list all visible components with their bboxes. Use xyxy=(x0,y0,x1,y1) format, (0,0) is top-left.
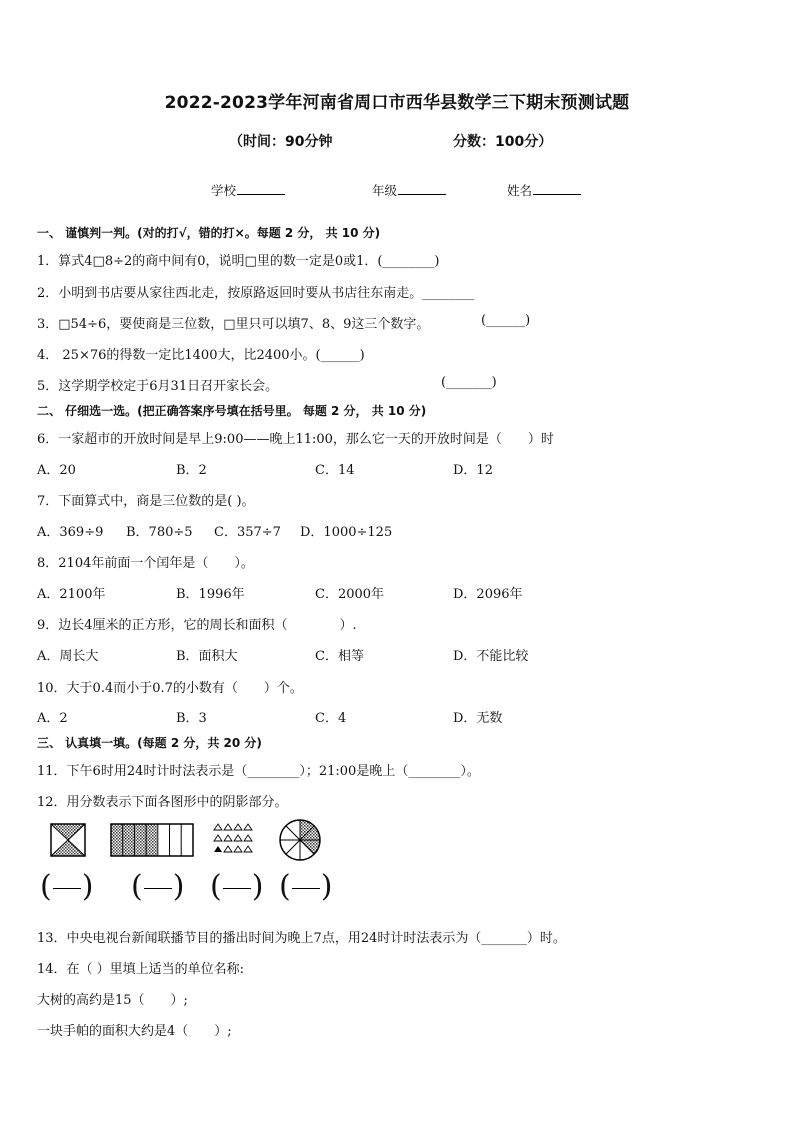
q8-option-a[interactable]: A．2100年 xyxy=(37,587,106,602)
grade-field xyxy=(372,181,446,199)
grade-label: 年级 xyxy=(372,183,398,198)
school-blank[interactable] xyxy=(237,182,285,195)
q9-option-c[interactable]: C．相等 xyxy=(315,649,364,664)
question-6: 6．一家超市的开放时间是早上9:00——晚上11:00，那么它一天的开放时间是（ ）时 xyxy=(37,432,554,447)
q7-option-b[interactable]: B．780÷5 xyxy=(126,525,193,540)
triangles-figure xyxy=(213,822,253,856)
grade-blank[interactable] xyxy=(398,182,446,195)
question-12: 12．用分数表示下面各图形中的阴影部分。 xyxy=(37,795,288,810)
section-3-heading: 三、 认真填一填。(每题 2 分，共 20 分) xyxy=(37,736,262,750)
q6-option-d[interactable]: D．12 xyxy=(453,463,493,478)
question-1: 1．算式4□8÷2的商中间有0，说明□里的数一定是0或1．(________) xyxy=(37,254,440,269)
q10-option-c[interactable]: C．4 xyxy=(315,711,347,726)
question-8: 8．2104年前面一个闰年是（ ）。 xyxy=(37,556,254,571)
question-3: 3．□54÷6，要使商是三位数，□里只可以填7、8、9这三个数字。 xyxy=(37,317,430,332)
section-2-heading: 二、 仔细选一选。(把正确答案序号填在括号里。 每题 2 分， 共 10 分) xyxy=(37,404,427,418)
question-2: 2．小明到书店要从家往西北走，按原路返回时要从书店往东南走。________ xyxy=(37,286,475,301)
fraction-answer-3[interactable]: ( ) xyxy=(210,869,264,904)
q7-option-a[interactable]: A．369÷9 xyxy=(37,525,104,540)
exam-time: （时间：90分钟 xyxy=(229,134,333,150)
question-3-blank[interactable]: (______) xyxy=(481,313,531,328)
q7-option-c[interactable]: C．357÷7 xyxy=(214,525,281,540)
q6-option-b[interactable]: B．2 xyxy=(176,463,207,478)
q6-option-a[interactable]: A．20 xyxy=(37,463,76,478)
name-field xyxy=(507,181,581,199)
question-11: 11．下午6时用24时计时法表示是（________）；21:00是晚上（________）。 xyxy=(37,764,480,779)
name-label: 姓名 xyxy=(507,183,533,198)
question-5-blank[interactable]: (_______) xyxy=(441,375,497,390)
question-7: 7．下面算式中，商是三位数的是( )。 xyxy=(37,494,255,509)
question-13: 13．中央电视台新闻联播节目的播出时间为晚上7点，用24时计时法表示为（_______）时。 xyxy=(37,931,566,946)
q7-option-d[interactable]: D．1000÷125 xyxy=(300,525,393,540)
question-14-part-a: 大树的高约是15（ ）; xyxy=(37,993,188,1008)
question-9: 9．边长4厘米的正方形，它的周长和面积（ ）. xyxy=(37,618,357,633)
question-10: 10．大于0.4而小于0.7的小数有（ ）个。 xyxy=(37,681,303,696)
q8-option-b[interactable]: B．1996年 xyxy=(176,587,245,602)
question-14-part-b: 一块手帕的面积大约是4（ ）; xyxy=(37,1024,232,1039)
page-title: 2022-2023学年河南省周口市西华县数学三下期末预测试题 xyxy=(164,93,630,113)
fraction-answer-4[interactable]: ( ) xyxy=(279,869,333,904)
shaded-circle-figure xyxy=(277,819,323,861)
q9-option-b[interactable]: B．面积大 xyxy=(176,649,238,664)
exam-score: 分数：100分） xyxy=(453,134,553,150)
q10-option-a[interactable]: A．2 xyxy=(37,711,68,726)
question-14: 14．在（ ）里填上适当的单位名称: xyxy=(37,962,245,977)
q6-option-c[interactable]: C．14 xyxy=(315,463,355,478)
shaded-square-figure xyxy=(50,823,86,857)
fraction-answer-2[interactable]: ( ) xyxy=(131,869,185,904)
name-blank[interactable] xyxy=(533,182,581,195)
fraction-answer-1[interactable]: ( ) xyxy=(40,869,94,904)
school-label: 学校 xyxy=(211,183,237,198)
q9-option-a[interactable]: A．周长大 xyxy=(37,649,99,664)
q8-option-d[interactable]: D．2096年 xyxy=(453,587,523,602)
q10-option-d[interactable]: D．无数 xyxy=(453,711,503,726)
q8-option-c[interactable]: C．2000年 xyxy=(315,587,385,602)
question-4: 4． 25×76的得数一定比1400大，比2400小。(______) xyxy=(37,348,365,363)
q10-option-b[interactable]: B．3 xyxy=(176,711,207,726)
q9-option-d[interactable]: D．不能比较 xyxy=(453,649,529,664)
question-5: 5．这学期学校定于6月31日召开家长会。 xyxy=(37,379,279,394)
section-1-heading: 一、 谨慎判一判。(对的打√，错的打×。每题 2 分， 共 10 分) xyxy=(37,226,381,240)
shaded-strips-figure xyxy=(110,823,194,857)
school-field xyxy=(211,181,285,199)
